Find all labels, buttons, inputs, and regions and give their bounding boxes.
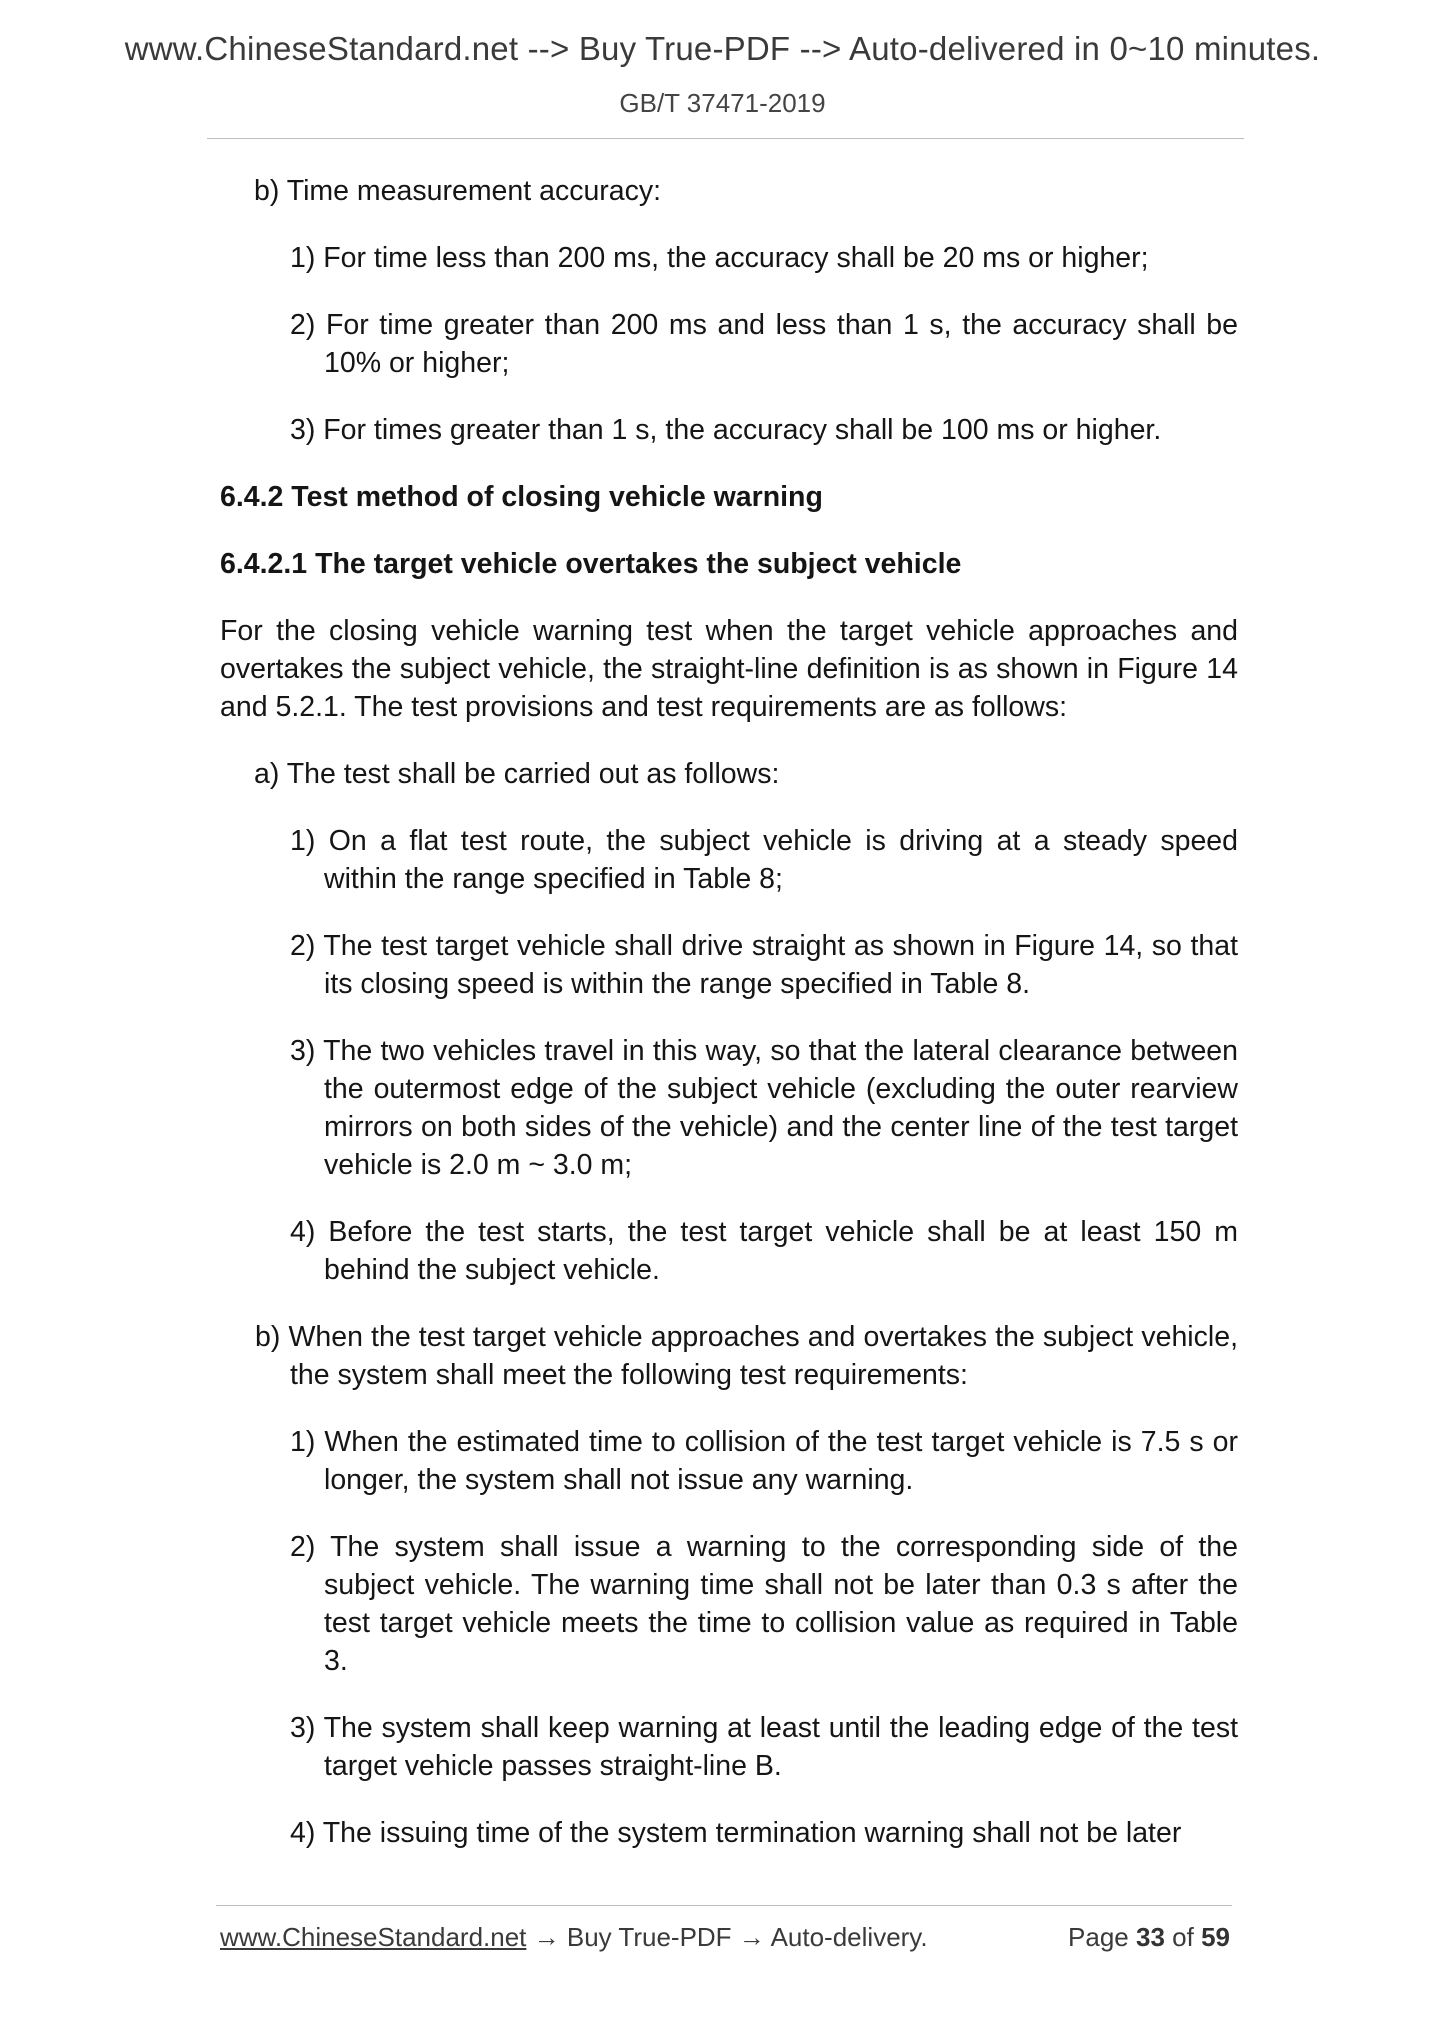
doc-number: GB/T 37471-2019 xyxy=(619,88,826,118)
list-item: 2) The system shall issue a warning to the corresponding side of the subject vehicle. The warning time shall not be later than 0.3 s after the test target vehicle meets the time to collision value as required in Table 3. xyxy=(290,1531,1238,1677)
page-total: 59 xyxy=(1201,1922,1230,1952)
page-content xyxy=(220,172,1238,1881)
list-item: 3) For times greater than 1 s, the accuracy shall be 100 ms or higher. xyxy=(290,414,1162,446)
footer-tagline: → Buy True-PDF → Auto-delivery. xyxy=(526,1922,928,1952)
list-item: 4) The issuing time of the system termination warning shall not be later xyxy=(290,1817,1182,1849)
page-indicator xyxy=(1068,1922,1230,1953)
list-item: 3) The system shall keep warning at least until the leading edge of the test target vehicle passes straight-line B. xyxy=(290,1712,1238,1782)
list-item: 2) For time greater than 200 ms and less than 1 s, the accuracy shall be 10% or higher; xyxy=(290,309,1238,379)
page-label: Page xyxy=(1068,1922,1129,1952)
section-heading: 6.4.2 Test method of closing vehicle warning xyxy=(220,481,823,513)
banner: www.ChineseStandard.net --> Buy True-PDF --> Auto-delivered in 0~10 minutes. xyxy=(124,30,1321,67)
list-item: 1) For time less than 200 ms, the accuracy shall be 20 ms or higher; xyxy=(290,242,1149,274)
of-label: of xyxy=(1172,1922,1194,1952)
list-item: 4) Before the test starts, the test target vehicle shall be at least 150 m behind the subject vehicle. xyxy=(290,1216,1238,1286)
list-item: 1) When the estimated time to collision of the test target vehicle is 7.5 s or longer, the system shall not issue any warning. xyxy=(290,1426,1238,1496)
footer-divider xyxy=(216,1905,1232,1906)
footer-link[interactable]: www.ChineseStandard.net xyxy=(220,1922,527,1952)
list-item: 1) On a flat test route, the subject vehicle is driving at a steady speed within the range specified in Table 8; xyxy=(290,825,1238,895)
list-item: a) The test shall be carried out as follows: xyxy=(254,758,780,790)
subsection-heading: 6.4.2.1 The target vehicle overtakes the subject vehicle xyxy=(220,548,962,580)
paragraph: For the closing vehicle warning test when the target vehicle approaches and overtakes the subject vehicle, the straight-line definition is as shown in Figure 14 and 5.2.1. The test provisions and test requirements are as follows: xyxy=(220,615,1238,723)
list-item: b) Time measurement accuracy: xyxy=(254,175,662,207)
list-item: b) When the test target vehicle approaches and overtakes the subject vehicle, the system shall meet the following test requirements: xyxy=(255,1321,1238,1391)
footer xyxy=(220,1922,1230,1953)
header-divider xyxy=(207,138,1244,139)
list-item: 2) The test target vehicle shall drive straight as shown in Figure 14, so that its closing speed is within the range specified in Table 8. xyxy=(290,930,1238,1000)
list-item: 3) The two vehicles travel in this way, so that the lateral clearance between the outermost edge of the subject vehicle (excluding the outer rearview mirrors on both sides of the vehicle) and the center line of the test target vehicle is 2.0 m ~ 3.0 m; xyxy=(290,1035,1238,1181)
page-number: 33 xyxy=(1136,1922,1165,1952)
